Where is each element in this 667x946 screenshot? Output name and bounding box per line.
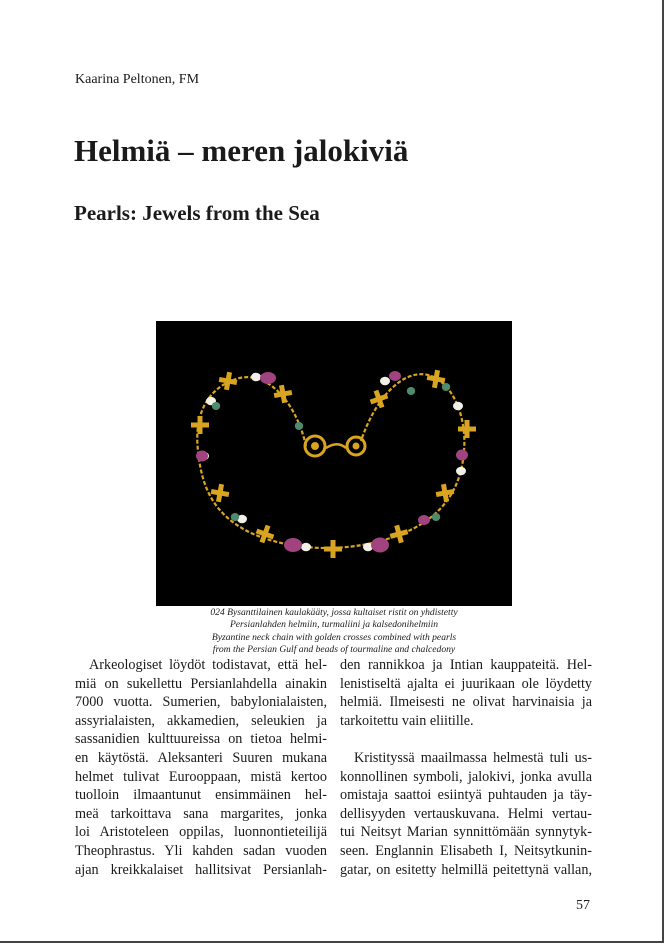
gold-cross-icon xyxy=(367,387,390,410)
amethyst-bead xyxy=(456,450,468,461)
gold-cross-icon xyxy=(388,523,410,545)
tourmaline-bead xyxy=(432,513,440,521)
text-line: konnollinen symboli, jalokivi, jonka avulla xyxy=(340,768,592,785)
text-line: miä on sukellettu Persianlahdella ainakin xyxy=(75,675,327,692)
text-line: helmiä. Ilmeisesti ne olivat harvinaisia ja xyxy=(340,694,592,711)
text-line: loi Aristoteleen oppilas, luonnontieteilijä xyxy=(75,824,327,841)
caption-line: 024 Bysanttilainen kaulakääty, jossa kultaiset ristit on yhdistetty xyxy=(210,607,458,618)
text-line: en käytöstä. Aleksanteri Suuren mukana xyxy=(75,749,327,766)
text-line: omistaja saattoi esiintyä puhtauden ja täy- xyxy=(340,787,592,804)
pearl-bead xyxy=(456,467,466,476)
gold-cross-icon xyxy=(458,420,476,438)
text-line: gatar, on esitetty helmillä peitettynä vallan, xyxy=(340,861,592,878)
page-number: 57 xyxy=(576,898,590,913)
text-line: sassanidien kulttuureissa on tietoa helmi- xyxy=(75,731,327,748)
text-line: den rannikkoa ja Intian kauppateitä. Hel- xyxy=(340,657,592,673)
text-line: ajan kreikkalaiset hallitsivat Persianlah- xyxy=(75,861,327,878)
text-line: meä tarkoittava sana margarites, jonka xyxy=(75,805,327,822)
pearl-bead xyxy=(251,373,261,382)
body-column-right xyxy=(340,656,592,879)
pearl-bead xyxy=(453,402,463,411)
body-column-left xyxy=(75,656,327,879)
tourmaline-bead xyxy=(231,513,239,521)
tourmaline-bead xyxy=(212,402,220,410)
gold-cross-icon xyxy=(191,416,209,434)
text-line: 7000 vuotta. Sumerien, babylonialaisten, xyxy=(75,694,327,711)
amethyst-bead xyxy=(371,538,389,553)
filigree-clasp xyxy=(353,443,360,450)
tourmaline-bead xyxy=(295,422,303,430)
amethyst-bead xyxy=(260,372,276,384)
text-line: Arkeologiset löydöt todistavat, että hel- xyxy=(89,657,327,673)
text-line: helmet tulivat Eurooppaan, mistä kertoo xyxy=(75,768,327,785)
necklace-photo xyxy=(156,321,512,606)
text-line: lenistiseltä ajalta ei juurikaan ole löydetty xyxy=(340,675,592,692)
amethyst-bead xyxy=(196,451,208,462)
author-line: Kaarina Peltonen, FM xyxy=(75,72,200,87)
clasp-hook xyxy=(326,444,346,448)
paragraph-gap xyxy=(340,730,592,749)
article-subtitle: Pearls: Jewels from the Sea xyxy=(74,201,320,225)
amethyst-bead xyxy=(418,515,430,525)
tourmaline-bead xyxy=(442,383,450,391)
text-line: Theophrastus. Yli kahden sadan vuoden xyxy=(75,842,327,859)
amethyst-bead xyxy=(389,371,401,381)
filigree-clasp xyxy=(311,442,319,450)
text-line: seen. Englannin Elisabeth I, Neitsytkunin- xyxy=(340,842,592,859)
gold-cross-icon xyxy=(273,384,294,405)
tourmaline-bead xyxy=(407,387,415,395)
figure-caption xyxy=(140,607,528,657)
text-line: dellisyyden vertauskuvana. Helmi vertau- xyxy=(340,805,592,822)
article-title: Helmiä – meren jalokiviä xyxy=(74,133,409,168)
caption-line: Byzantine neck chain with golden crosses combined with pearls xyxy=(211,631,457,643)
caption-line: Persianlahden helmiin, turmaliini ja kalsedonihelmiin xyxy=(229,619,439,631)
necklace-illustration xyxy=(156,321,512,606)
pearl-bead xyxy=(380,377,390,386)
text-line: assyrialaisten, akkamedien, seleukien ja xyxy=(75,712,327,729)
text-line: tui Neitsyt Marian synnittömään synnytyk- xyxy=(340,824,592,841)
pearl-bead xyxy=(301,543,311,552)
text-line: tarkoitettu vain eliitille. xyxy=(340,712,474,729)
text-line: Kristityssä maailmassa helmestä tuli us- xyxy=(354,749,592,766)
gold-cross-icon xyxy=(218,371,239,392)
gold-cross-icon xyxy=(253,522,276,545)
amethyst-bead xyxy=(284,538,302,552)
caption-line: from the Persian Gulf and beads of tourmaline and chalcedony xyxy=(212,644,456,656)
gold-cross-icon xyxy=(324,540,342,558)
text-line: tuolloin ilmaantunut ensimmäinen hel- xyxy=(75,787,327,804)
gold-cross-icon xyxy=(435,483,456,504)
